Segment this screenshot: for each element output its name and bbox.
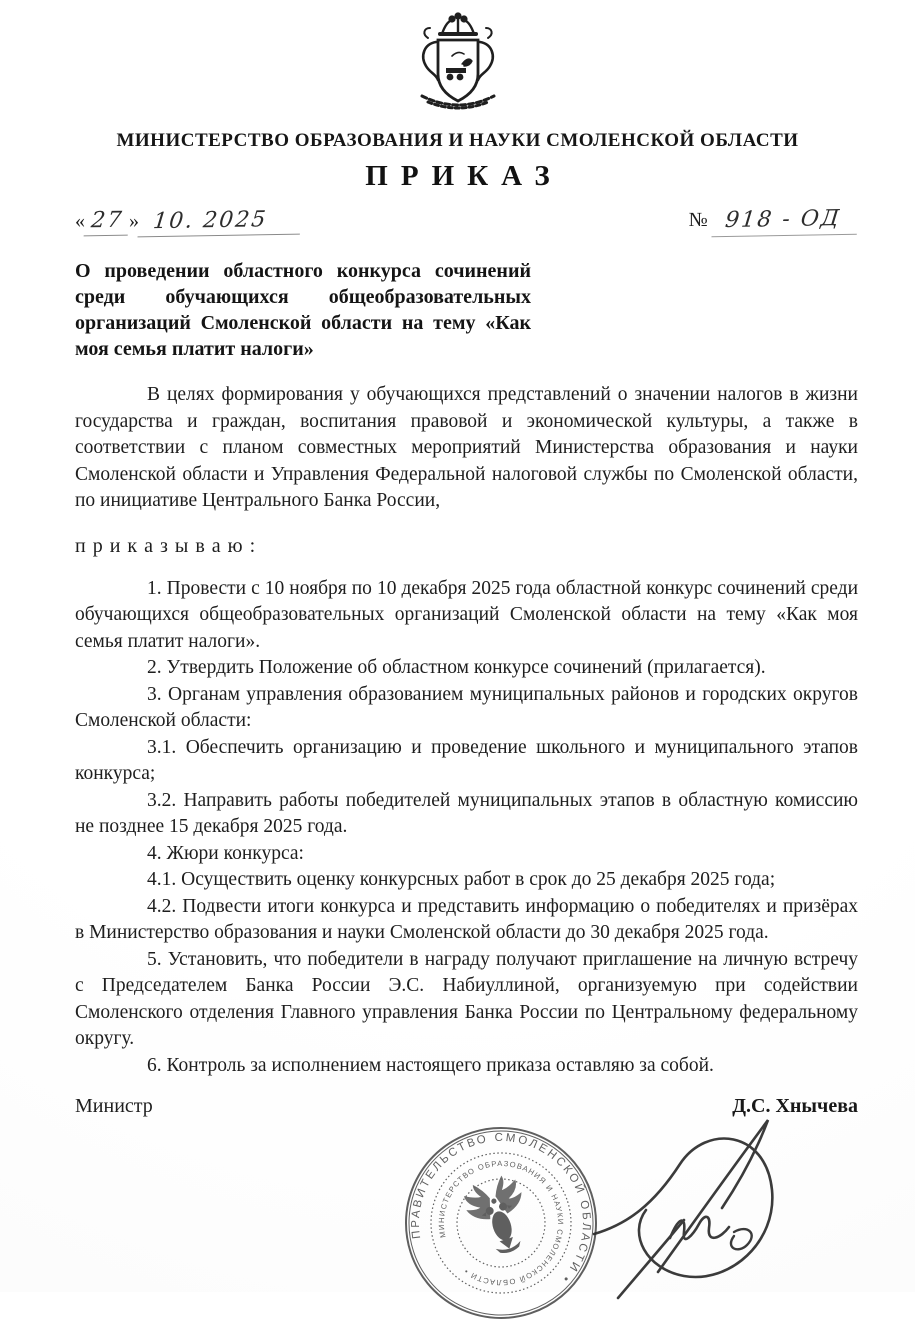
item-number: 3. — [147, 683, 162, 705]
date-month-year-handwritten: 10. 2025 — [137, 209, 302, 238]
item-text: Направить работы победителей муниципальных этапов в областную комиссию не позднее 15 декабря 2025 года. — [75, 789, 858, 837]
item-number: 4.1. — [147, 869, 177, 890]
stamp-outer-ring-text: ПРАВИТЕЛЬСТВО СМОЛЕНСКОЙ ОБЛАСТИ • — [409, 1131, 593, 1286]
order-preamble: В целях формирования у обучающихся представлений о значении налогов в жизни государства и граждан, воспитания правовой и экономической культуры, а также в соответствии с планом совместных мероприятий Министерства образования и науки Смоленской области и Управления Федеральной налоговой службы по Смоленской области, по инициативе Центрального Банка России, — [75, 384, 858, 511]
order-item-3-1 — [75, 735, 858, 788]
item-number: 3.1. — [147, 736, 177, 758]
order-item-4-1 — [75, 867, 858, 894]
item-text: Обеспечить организацию и проведение школьного и муниципального этапов конкурса; — [75, 736, 858, 784]
order-item-2 — [75, 655, 858, 682]
order-item-6 — [75, 1053, 858, 1080]
item-number: 6. — [147, 1054, 162, 1076]
item-text: Жюри конкурса: — [166, 842, 304, 864]
double-headed-eagle-icon — [460, 1171, 538, 1261]
signature-row — [0, 1095, 915, 1118]
order-item-4-2 — [75, 894, 858, 947]
item-text: Контроль за исполнением настоящего приказа оставляю за собой. — [166, 1054, 714, 1076]
official-seal-stamp — [398, 1120, 604, 1326]
signer-post: Министр — [75, 1095, 153, 1117]
item-number: 1. — [147, 577, 162, 599]
order-item-1 — [75, 576, 858, 656]
order-item-3 — [75, 682, 858, 735]
item-text: Органам управления образованием муниципальных районов и городских округов Смоленской области: — [75, 683, 858, 731]
order-item-4 — [75, 841, 858, 868]
order-number — [688, 206, 858, 236]
order-items — [75, 576, 858, 1080]
order-item-5 — [75, 947, 858, 1053]
date-day-handwritten: 27 — [84, 210, 131, 237]
item-text: Утвердить Положение об областном конкурсе сочинений (прилагается). — [166, 657, 766, 678]
handwritten-signature — [588, 1112, 838, 1312]
signer-name: Д.С. Хнычева — [732, 1095, 858, 1117]
order-title: ПРИКАЗ — [365, 160, 563, 192]
order-item-3-2 — [75, 788, 858, 841]
number-value-handwritten: 918 - ОД — [711, 208, 859, 238]
item-number: 4. — [147, 842, 162, 864]
item-text: Установить, что победители в награду получают приглашение на личную встречу с Председателем Банка России Э.С. Набиуллиной, организуемую при содействии Смоленского отделения Главного управления Банка России по Центральному федеральному округу. — [75, 948, 859, 1049]
order-meta-row — [0, 206, 915, 236]
order-subject: О проведении областного конкурса сочинений среди обучающихся общеобразовательных организаций Смоленской области на тему «Как моя семья платит налоги» — [75, 260, 531, 360]
item-text: Осуществить оценку конкурсных работ в срок до 25 декабря 2025 года; — [181, 869, 776, 890]
item-number: 5. — [147, 948, 162, 970]
stamp-inner-ring-text: МИНИСТЕРСТВО ОБРАЗОВАНИЯ И НАУКИ СМОЛЕНСКОЙ ОБЛАСТИ • — [436, 1158, 566, 1288]
item-text: Провести с 10 ноября по 10 декабря 2025 года областной конкурс сочинений среди обучающихся общеобразовательных организаций Смоленской области на тему «Как моя семья платит налоги». — [75, 577, 858, 652]
coat-of-arms-icon — [402, 12, 514, 116]
item-number: 2. — [147, 657, 162, 678]
item-text: Подвести итоги конкурса и представить информацию о победителях и призёрах в Министерство образования и науки Смоленской области до 30 декабря 2025 года. — [75, 895, 859, 943]
decree-word: п р и к а з ы в а ю : — [75, 534, 257, 557]
number-label: № — [688, 209, 708, 231]
date-quote-close: » — [129, 210, 139, 232]
order-document-page — [0, 12, 915, 1292]
ministry-header: МИНИСТЕРСТВО ОБРАЗОВАНИЯ И НАУКИ СМОЛЕНСКОЙ ОБЛАСТИ — [116, 130, 799, 151]
item-number: 4.2. — [147, 895, 177, 917]
order-date — [75, 207, 301, 236]
date-quote-open: « — [75, 210, 85, 232]
item-number: 3.2. — [147, 789, 177, 811]
